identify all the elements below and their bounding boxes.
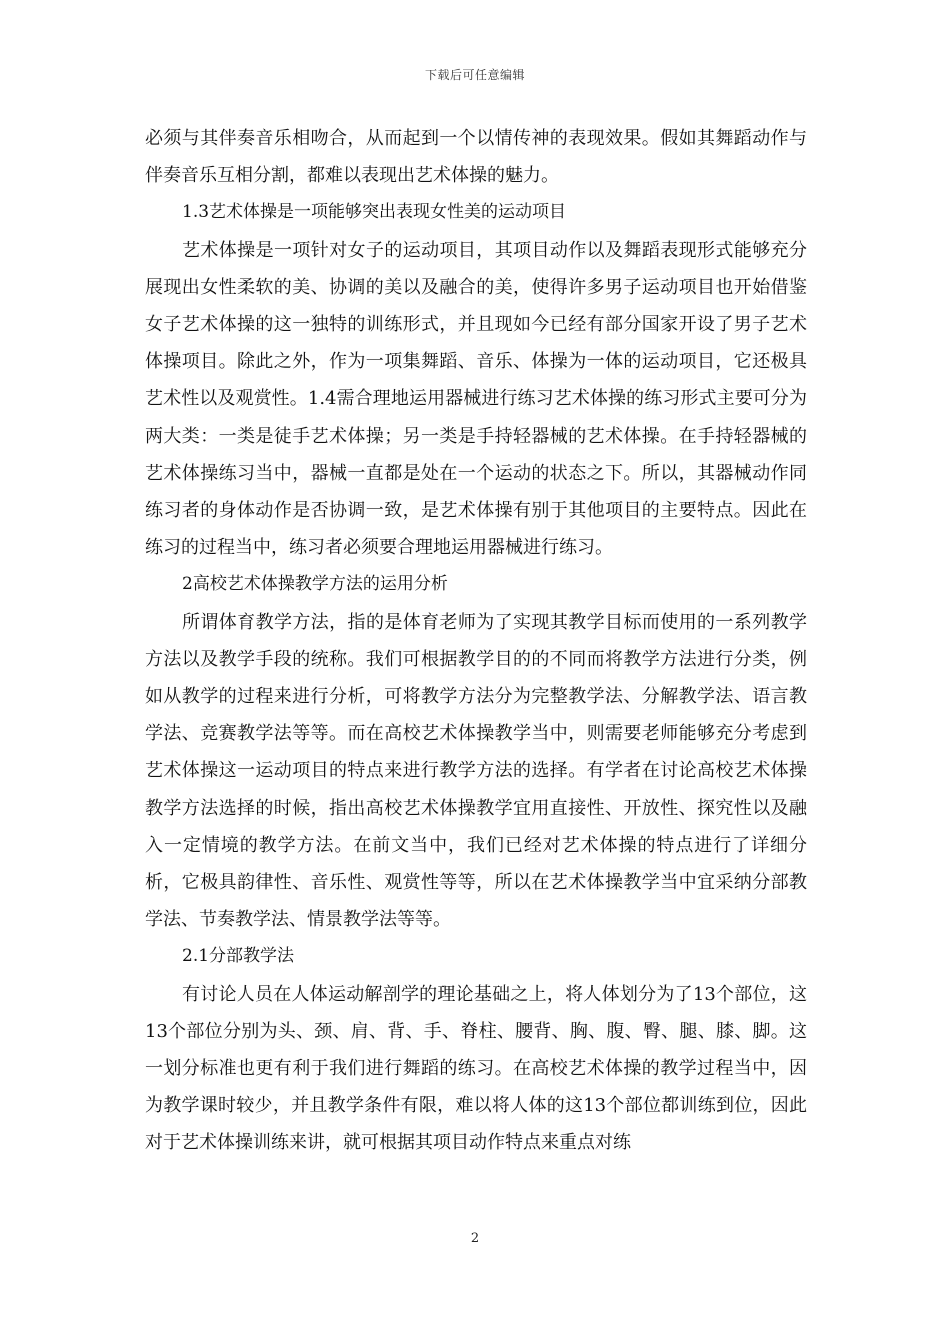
page-header: 下载后可任意编辑 [424, 68, 525, 82]
section-heading-2: 2高校艺术体操教学方法的运用分析 [182, 574, 448, 595]
paragraph-teaching-methods: 所谓体育教学方法，指的是体育老师为了实现其教学目标而使用的一系列教学方法以及教学手段的统称。我们可根据教学目的的不同而将教学方法进行分类，例如从教学的过程来进行分析，可将教学方法分为完整教学法、分解教学法、语言教学法、竞赛教学法等等。而在高校艺术体操教学当中，则需要老师能够充分考虑到艺术体操这一运动项目的特点来进行教学方法的选择。有学者在讨论高校艺术体操教学方法选择的时候，指出高校艺术体操教学宜用直接性、开放性、探究性以及融入一定情境的教学方法。在前文当中，我们已经对艺术体操的特点进行了详细分析，它极具韵律性、音乐性、观赏性等等，所以在艺术体操教学当中宜采纳分部教学法、节奏教学法、情景教学法等等。 [145, 611, 807, 931]
body-text [145, 120, 807, 1162]
section-heading-1-3: 1.3艺术体操是一项能够突出表现女性美的运动项目 [182, 202, 567, 223]
paragraph-segment-method: 有讨论人员在人体运动解剖学的理论基础之上，将人体划分为了13个部位，这13个部位分别为头、颈、肩、背、手、脊柱、腰背、胸、腹、臀、腿、膝、脚。这一划分标准也更有利于我们进行舞蹈的练习。在高校艺术体操的教学过程当中，因为教学课时较少，并且教学条件有限，难以将人体的这13个部位都训练到位，因此对于艺术体操训练来讲，就可根据其项目动作特点来重点对练 [145, 983, 807, 1154]
section-heading-2-1: 2.1分部教学法 [182, 946, 295, 967]
page-number: 2 [470, 1231, 480, 1246]
paragraph-continuation: 必须与其伴奏音乐相吻合，从而起到一个以情传神的表现效果。假如其舞蹈动作与伴奏音乐互相分割，都难以表现出艺术体操的魅力。 [145, 128, 807, 187]
paragraph-female-beauty: 艺术体操是一项针对女子的运动项目，其项目动作以及舞蹈表现形式能够充分展现出女性柔软的美、协调的美以及融合的美，使得许多男子运动项目也开始借鉴女子艺术体操的这一独特的训练形式，并且现如今已经有部分国家开设了男子艺术体操项目。除此之外，作为一项集舞蹈、音乐、体操为一体的运动项目，它还极具艺术性以及观赏性。1.4需合理地运用器械进行练习艺术体操的练习形式主要可分为两大类：一类是徒手艺术体操；另一类是手持轻器械的艺术体操。在手持轻器械的艺术体操练习当中，器械一直都是处在一个运动的状态之下。所以，其器械动作同练习者的身体动作是否协调一致，是艺术体操有别于其他项目的主要特点。因此在练习的过程当中，练习者必须要合理地运用器械进行练习。 [145, 239, 807, 559]
